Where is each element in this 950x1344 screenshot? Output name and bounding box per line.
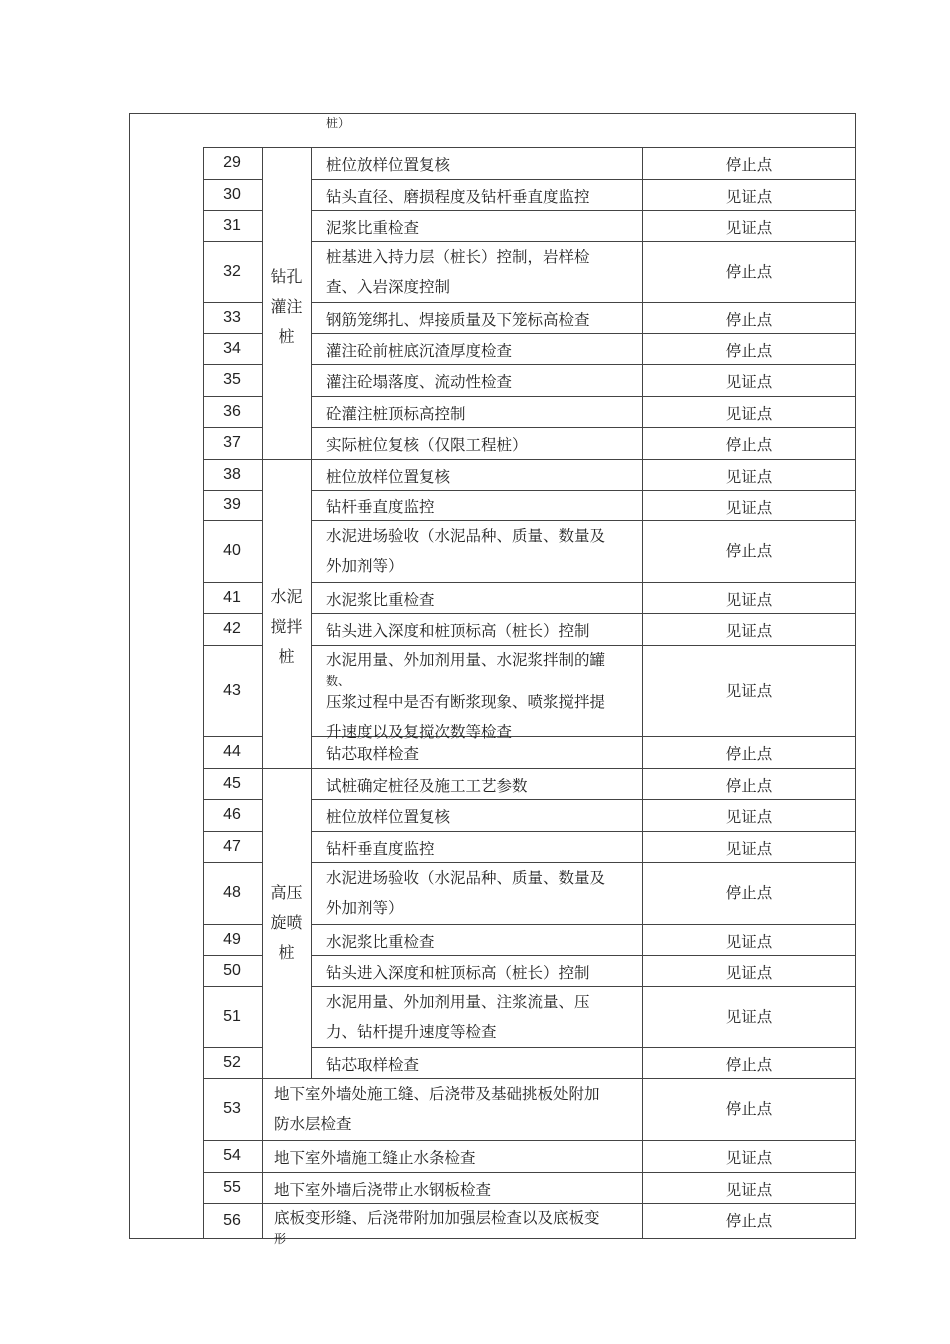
control-point-type: 见证点 xyxy=(725,188,773,206)
item-text xyxy=(274,1175,636,1205)
item-text-line: 桩位放样位置复核 xyxy=(326,467,451,486)
item-text xyxy=(326,399,636,429)
item-text-line: 压浆过程中是否有断浆现象、喷浆搅拌提 xyxy=(326,693,606,711)
pile-type-label-line: 旋喷 xyxy=(270,913,303,932)
item-text xyxy=(326,150,636,180)
item-text-line: 桩基进入持力层（桩长）控制，岩样检 xyxy=(326,247,590,266)
item-text-line: 钻芯取样检查 xyxy=(326,1055,420,1074)
control-point-type: 见证点 xyxy=(725,219,773,237)
control-point-type: 见证点 xyxy=(725,591,773,609)
control-point-type: 见证点 xyxy=(725,1149,773,1167)
item-text-line: 桩位放样位置复核 xyxy=(326,156,451,174)
item-text-line: 钻头进入深度和桩顶标高（桩长）控制 xyxy=(326,963,590,982)
item-text xyxy=(326,430,636,460)
item-text xyxy=(326,492,636,522)
row-number: 42 xyxy=(223,620,241,637)
item-text-line: 桩位放样位置复核 xyxy=(326,808,451,826)
item-text xyxy=(274,1079,636,1139)
item-text-line: 水泥用量、外加剂用量、水泥浆拌制的罐 xyxy=(326,651,606,669)
row-divider xyxy=(203,1140,856,1141)
row-number: 38 xyxy=(223,466,241,483)
control-point-type: 停止点 xyxy=(725,745,773,763)
row-number: 51 xyxy=(223,1008,241,1025)
control-point-type: 见证点 xyxy=(725,622,773,640)
row-divider xyxy=(203,147,856,148)
item-text xyxy=(274,1143,636,1173)
control-point-type: 停止点 xyxy=(725,542,773,560)
pile-type-label-line: 高压 xyxy=(270,883,303,902)
control-point-type: 见证点 xyxy=(725,373,773,391)
item-text-line: 灌注砼前桩底沉渣厚度检查 xyxy=(326,341,513,360)
row-number: 35 xyxy=(223,371,241,388)
row-number: 37 xyxy=(223,434,241,451)
row-number: 45 xyxy=(223,775,241,792)
pile-type-label xyxy=(262,262,311,352)
row-divider xyxy=(311,924,856,925)
pile-type-label-line: 灌注 xyxy=(270,297,303,316)
pile-type-label xyxy=(262,878,311,968)
item-text-line: 泥浆比重检查 xyxy=(326,218,420,237)
row-divider xyxy=(311,302,856,303)
row-number: 33 xyxy=(223,309,241,326)
item-text xyxy=(326,521,636,581)
control-point-type: 停止点 xyxy=(725,262,773,281)
row-number: 36 xyxy=(223,403,241,420)
pile-type-label-line: 钻孔 xyxy=(270,267,303,286)
row-number: 39 xyxy=(223,496,241,513)
item-text xyxy=(326,863,636,923)
pile-type-label-line: 桩 xyxy=(278,943,295,962)
column-divider xyxy=(311,768,312,1078)
item-text-line: 升速度以及复搅次数等检查 xyxy=(326,723,513,741)
control-point-type: 停止点 xyxy=(725,1100,773,1118)
item-text xyxy=(326,834,636,864)
row-divider xyxy=(311,1047,856,1048)
item-text-line: 钢筋笼绑扎、焊接质量及下笼标高检查 xyxy=(326,310,590,329)
item-text-line: 试桩确定桩径及施工工艺参数 xyxy=(326,776,528,795)
item-text-line: 钻头进入深度和桩顶标高（桩长）控制 xyxy=(326,622,590,640)
row-number: 44 xyxy=(223,743,241,760)
item-text-line: 灌注砼塌落度、流动性检查 xyxy=(326,373,513,391)
item-text xyxy=(326,771,636,801)
item-text xyxy=(326,213,636,243)
row-number: 50 xyxy=(223,962,241,979)
control-point-type: 停止点 xyxy=(725,311,773,329)
control-point-type: 停止点 xyxy=(725,156,773,174)
item-text xyxy=(326,367,636,397)
item-text-line: 底板变形缝、后浇带附加加强层检查以及底板变 xyxy=(274,1209,600,1227)
row-number: 34 xyxy=(223,340,241,357)
item-text xyxy=(326,336,636,366)
item-text-line: 形 xyxy=(274,1232,287,1246)
control-point-type: 见证点 xyxy=(725,1181,773,1199)
row-number: 55 xyxy=(223,1179,241,1196)
pile-type-label-line: 桩 xyxy=(278,647,295,666)
item-text xyxy=(326,987,636,1047)
row-number: 41 xyxy=(223,589,241,606)
column-divider xyxy=(262,1078,263,1239)
item-text xyxy=(326,616,636,646)
row-number: 56 xyxy=(223,1212,241,1229)
item-text-line: 防水层检查 xyxy=(274,1115,352,1133)
item-text-line: 外加剂等） xyxy=(326,899,404,917)
row-number: 40 xyxy=(223,542,241,559)
item-text-line: 钻头直径、磨损程度及钻杆垂直度监控 xyxy=(326,187,590,206)
control-point-type: 停止点 xyxy=(725,777,773,795)
item-text-line: 钻杆垂直度监控 xyxy=(326,498,435,516)
item-text-line: 地下室外墙施工缝止水条检查 xyxy=(274,1149,476,1167)
pile-type-label-line: 搅拌 xyxy=(270,617,303,636)
item-text xyxy=(274,1203,636,1245)
control-point-type: 见证点 xyxy=(725,840,773,858)
row-number: 43 xyxy=(223,682,241,699)
item-text-line: 砼灌注桩顶标高控制 xyxy=(326,404,466,423)
item-text-line: 外加剂等） xyxy=(326,557,404,575)
item-text-line: 数、 xyxy=(326,674,351,688)
control-point-type: 见证点 xyxy=(725,964,773,982)
item-text xyxy=(326,305,636,335)
control-point-type: 停止点 xyxy=(725,884,773,902)
row-number: 48 xyxy=(223,884,241,901)
pile-type-label-line: 水泥 xyxy=(270,587,303,606)
item-text xyxy=(326,1050,636,1080)
row-number: 32 xyxy=(223,263,241,280)
row-number: 49 xyxy=(223,931,241,948)
row-number: 54 xyxy=(223,1147,241,1164)
item-text-line: 水泥进场验收（水泥品种、质量、数量及 xyxy=(326,869,606,887)
item-text-line: 地下室外墙处施工缝、后浇带及基础挑板处附加 xyxy=(274,1085,600,1103)
row-number: 53 xyxy=(223,1100,241,1117)
item-text-line: 桩） xyxy=(326,116,351,130)
pile-type-label xyxy=(262,582,311,672)
control-point-type: 停止点 xyxy=(725,342,773,360)
control-point-type: 停止点 xyxy=(725,1212,773,1230)
item-text-line: 实际桩位复核（仅限工程桩） xyxy=(326,436,528,454)
row-number: 46 xyxy=(223,806,241,823)
item-text-line: 查、入岩深度控制 xyxy=(326,277,451,296)
control-point-type: 见证点 xyxy=(725,499,773,517)
item-text xyxy=(326,958,636,988)
control-point-type: 见证点 xyxy=(725,468,773,486)
control-point-type: 停止点 xyxy=(725,436,773,454)
item-text xyxy=(326,802,636,832)
control-point-type: 见证点 xyxy=(725,933,773,951)
item-text-line: 水泥浆比重检查 xyxy=(326,932,435,951)
row-number: 52 xyxy=(223,1054,241,1071)
item-text-line: 水泥进场验收（水泥品种、质量、数量及 xyxy=(326,527,606,545)
pile-type-label-line: 桩 xyxy=(278,327,295,346)
row-divider xyxy=(311,582,856,583)
control-point-type: 见证点 xyxy=(725,681,773,700)
item-text xyxy=(326,182,636,212)
column-divider xyxy=(311,147,312,459)
row-number: 47 xyxy=(223,838,241,855)
control-point-type: 见证点 xyxy=(725,1007,773,1026)
column-divider xyxy=(311,459,312,768)
item-text xyxy=(326,242,636,302)
item-text-line: 水泥浆比重检查 xyxy=(326,590,435,609)
control-point-type: 见证点 xyxy=(725,808,773,826)
item-text xyxy=(326,645,636,747)
item-text-line: 地下室外墙后浇带止水钢板检查 xyxy=(274,1180,492,1199)
control-point-type: 见证点 xyxy=(725,405,773,423)
control-point-type: 停止点 xyxy=(725,1056,773,1074)
item-text xyxy=(326,739,636,769)
item-text xyxy=(326,462,636,492)
item-text xyxy=(326,585,636,615)
item-text xyxy=(326,927,636,957)
row-number: 31 xyxy=(223,217,241,234)
row-number: 30 xyxy=(223,186,241,203)
item-text-line: 力、钻杆提升速度等检查 xyxy=(326,1022,497,1041)
item-text-line: 水泥用量、外加剂用量、注浆流量、压 xyxy=(326,992,590,1011)
item-text-line: 钻芯取样检查 xyxy=(326,745,420,763)
item-text-line: 钻杆垂直度监控 xyxy=(326,839,435,858)
row-number: 29 xyxy=(223,154,241,171)
item-text xyxy=(326,117,636,129)
